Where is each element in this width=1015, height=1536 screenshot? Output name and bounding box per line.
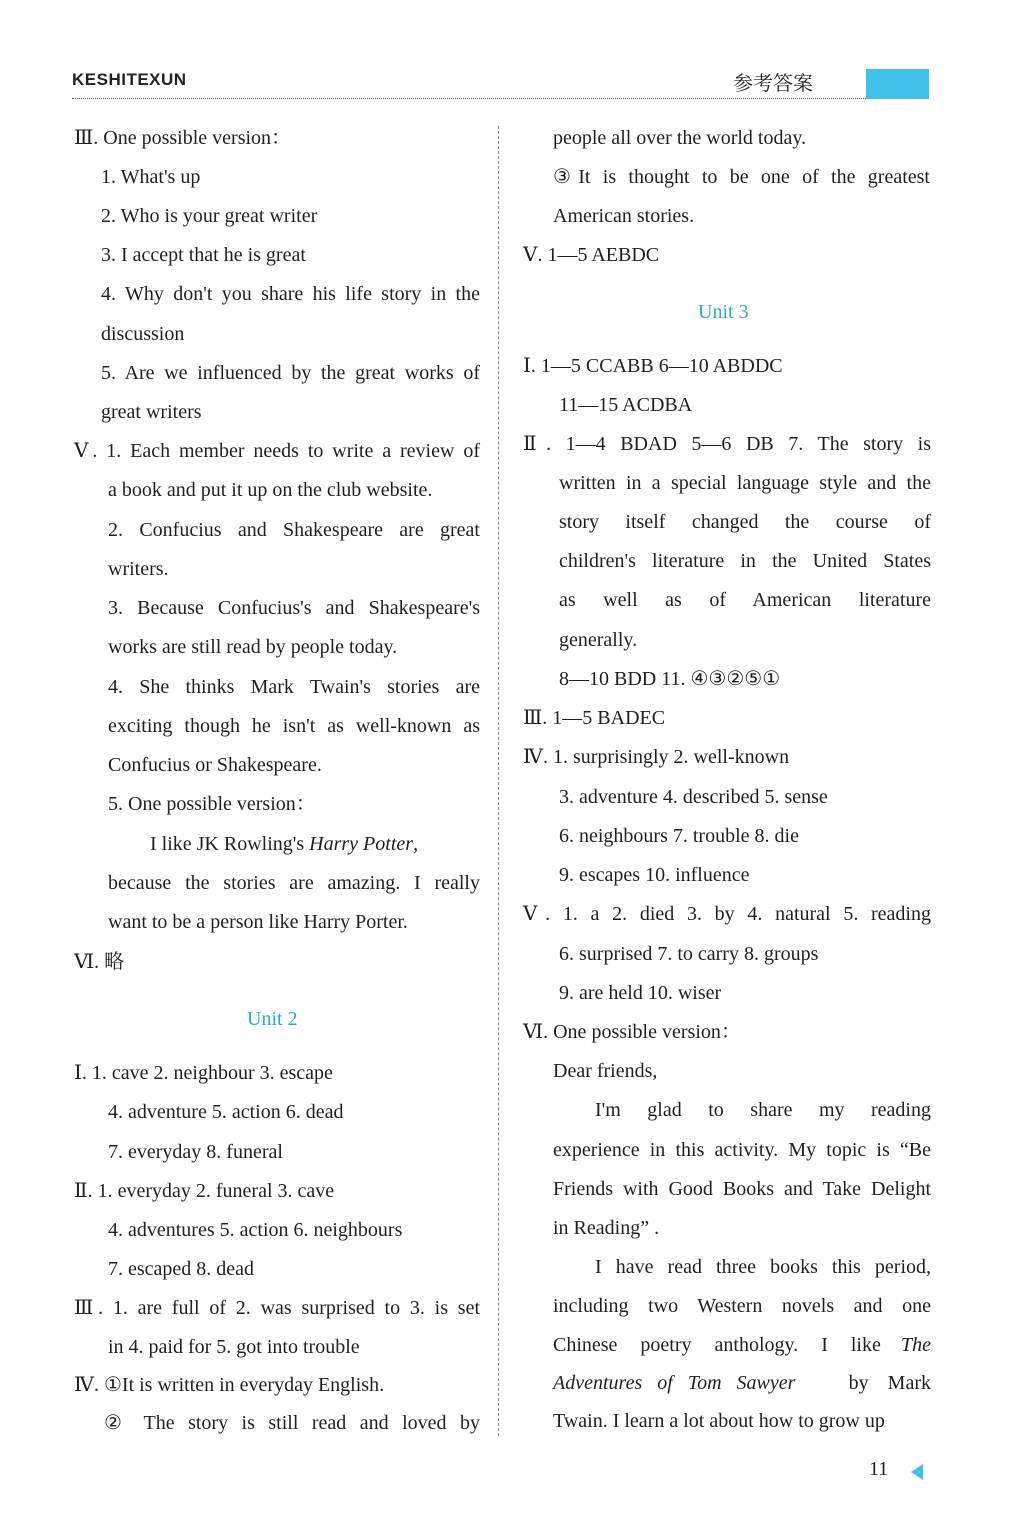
answer-line: Confucius or Shakespeare. xyxy=(108,754,322,776)
answer-line: 2. Who is your great writer xyxy=(101,205,318,227)
answer-line: Ⅴ. 1—5 AEBDC xyxy=(523,244,660,266)
answer-line: 3. I accept that he is great xyxy=(101,244,306,266)
answer-line: 4. Why don't you share his life story in the xyxy=(101,283,480,305)
unit-heading: Unit 3 xyxy=(698,301,749,323)
answer-text: , xyxy=(413,833,419,855)
answer-line: Ⅰ. 1. cave 2. neighbour 3. escape xyxy=(74,1062,333,1084)
answer-line: want to be a person like Harry Porter. xyxy=(108,911,408,933)
answer-line: 1. What's up xyxy=(101,166,201,188)
page-marker-triangle-icon xyxy=(911,1464,923,1480)
answer-line: works are still read by people today. xyxy=(108,636,398,658)
answer-line: Ⅰ. 1—5 CCABB 6—10 ABDDC xyxy=(523,355,783,377)
answer-line: people all over the world today. xyxy=(553,127,807,149)
answer-line: Dear friends, xyxy=(553,1060,658,1082)
answer-line: 7. everyday 8. funeral xyxy=(108,1141,283,1163)
answer-line: Ⅱ. 1. everyday 2. funeral 3. cave xyxy=(74,1180,335,1202)
answer-line: Ⅵ. 略 xyxy=(74,951,125,973)
answer-line: Ⅳ. 1. surprisingly 2. well-known xyxy=(523,746,790,768)
answer-line: because the stories are amazing. I really xyxy=(108,872,480,894)
book-title: Adventures of Tom Sawyer xyxy=(553,1372,796,1394)
header-divider xyxy=(72,98,866,99)
answer-line xyxy=(553,1333,931,1357)
answer-line: generally. xyxy=(559,629,638,651)
answer-line: 3. Because Confucius's and Shakespeare's xyxy=(108,597,480,619)
answer-line: Ⅱ. 1—4 BDAD 5—6 DB 7. The story is xyxy=(523,433,931,455)
answer-line: story itself changed the course of xyxy=(559,511,931,533)
answer-line: Ⅴ. 1. Each member needs to write a review of xyxy=(74,440,480,462)
answer-line: 2. Confucius and Shakespeare are great xyxy=(108,519,480,541)
column-divider xyxy=(498,126,499,1436)
answer-line: children's literature in the United States xyxy=(559,550,931,572)
answer-line: Ⅲ. 1—5 BADEC xyxy=(523,707,666,729)
answer-line: 6. surprised 7. to carry 8. groups xyxy=(559,943,819,965)
answer-line: I'm glad to share my reading xyxy=(595,1099,931,1121)
answer-text: Chinese poetry anthology. I like xyxy=(553,1334,881,1356)
header-section-title: 参考答案 xyxy=(733,71,813,95)
answer-line: 4. She thinks Mark Twain's stories are xyxy=(108,676,480,698)
answer-line: 9. are held 10. wiser xyxy=(559,982,722,1004)
answer-line xyxy=(150,832,418,856)
answer-line: I have read three books this period, xyxy=(595,1256,931,1278)
answer-line: ③It is thought to be one of the greatest xyxy=(553,166,930,188)
answer-line: 4. adventure 5. action 6. dead xyxy=(108,1101,344,1123)
page-number: 11 xyxy=(869,1458,889,1480)
header-accent-box xyxy=(866,69,929,99)
answer-line: 9. escapes 10. influence xyxy=(559,864,750,886)
answer-line: exciting though he isn't as well-known as xyxy=(108,715,480,737)
answer-line: Ⅲ. 1. are full of 2. was surprised to 3. is set xyxy=(74,1297,480,1319)
book-title: The xyxy=(901,1334,931,1356)
answer-line: great writers xyxy=(101,401,202,423)
answer-line xyxy=(553,1371,931,1395)
answer-line: Ⅵ. One possible version： xyxy=(523,1021,741,1043)
answer-line: 5. One possible version： xyxy=(108,793,316,815)
answer-line: 6. neighbours 7. trouble 8. die xyxy=(559,825,799,847)
answer-line: 5. Are we influenced by the great works of xyxy=(101,362,480,384)
answer-line: 8—10 BDD 11. ④③②⑤① xyxy=(559,668,781,690)
answer-line: 11—15 ACDBA xyxy=(559,394,693,416)
answer-line: 7. escaped 8. dead xyxy=(108,1258,255,1280)
answer-line: as well as of American literature xyxy=(559,589,931,611)
answer-line: Ⅴ. 1. a 2. died 3. by 4. natural 5. reading xyxy=(523,903,931,925)
answer-line: in 4. paid for 5. got into trouble xyxy=(108,1336,360,1358)
header-brand: KESHITEXUN xyxy=(72,70,187,89)
answer-text: by Mark xyxy=(848,1372,931,1394)
answer-line: Ⅳ. ①It is written in everyday English. xyxy=(74,1374,385,1396)
answer-line: writers. xyxy=(108,558,169,580)
answer-line: 4. adventures 5. action 6. neighbours xyxy=(108,1219,403,1241)
unit-heading: Unit 2 xyxy=(247,1008,298,1030)
answer-line: Ⅲ. One possible version： xyxy=(74,127,292,149)
answer-line: in Reading” . xyxy=(553,1217,660,1239)
answer-line: written in a special language style and the xyxy=(559,472,931,494)
answer-line: experience in this activity. My topic is “Be xyxy=(553,1139,931,1161)
answer-text: I like JK Rowling's xyxy=(150,833,310,855)
answer-line: American stories. xyxy=(553,205,695,227)
answer-line: including two Western novels and one xyxy=(553,1295,931,1317)
answer-line: discussion xyxy=(101,323,185,345)
answer-line: Friends with Good Books and Take Delight xyxy=(553,1178,931,1200)
answer-line: a book and put it up on the club website. xyxy=(108,479,433,501)
book-title: Harry Potter xyxy=(309,833,414,855)
answer-line: Twain. I learn a lot about how to grow up xyxy=(553,1410,885,1432)
answer-line: 3. adventure 4. described 5. sense xyxy=(559,786,828,808)
answer-line: ② The story is still read and loved by xyxy=(104,1412,480,1434)
